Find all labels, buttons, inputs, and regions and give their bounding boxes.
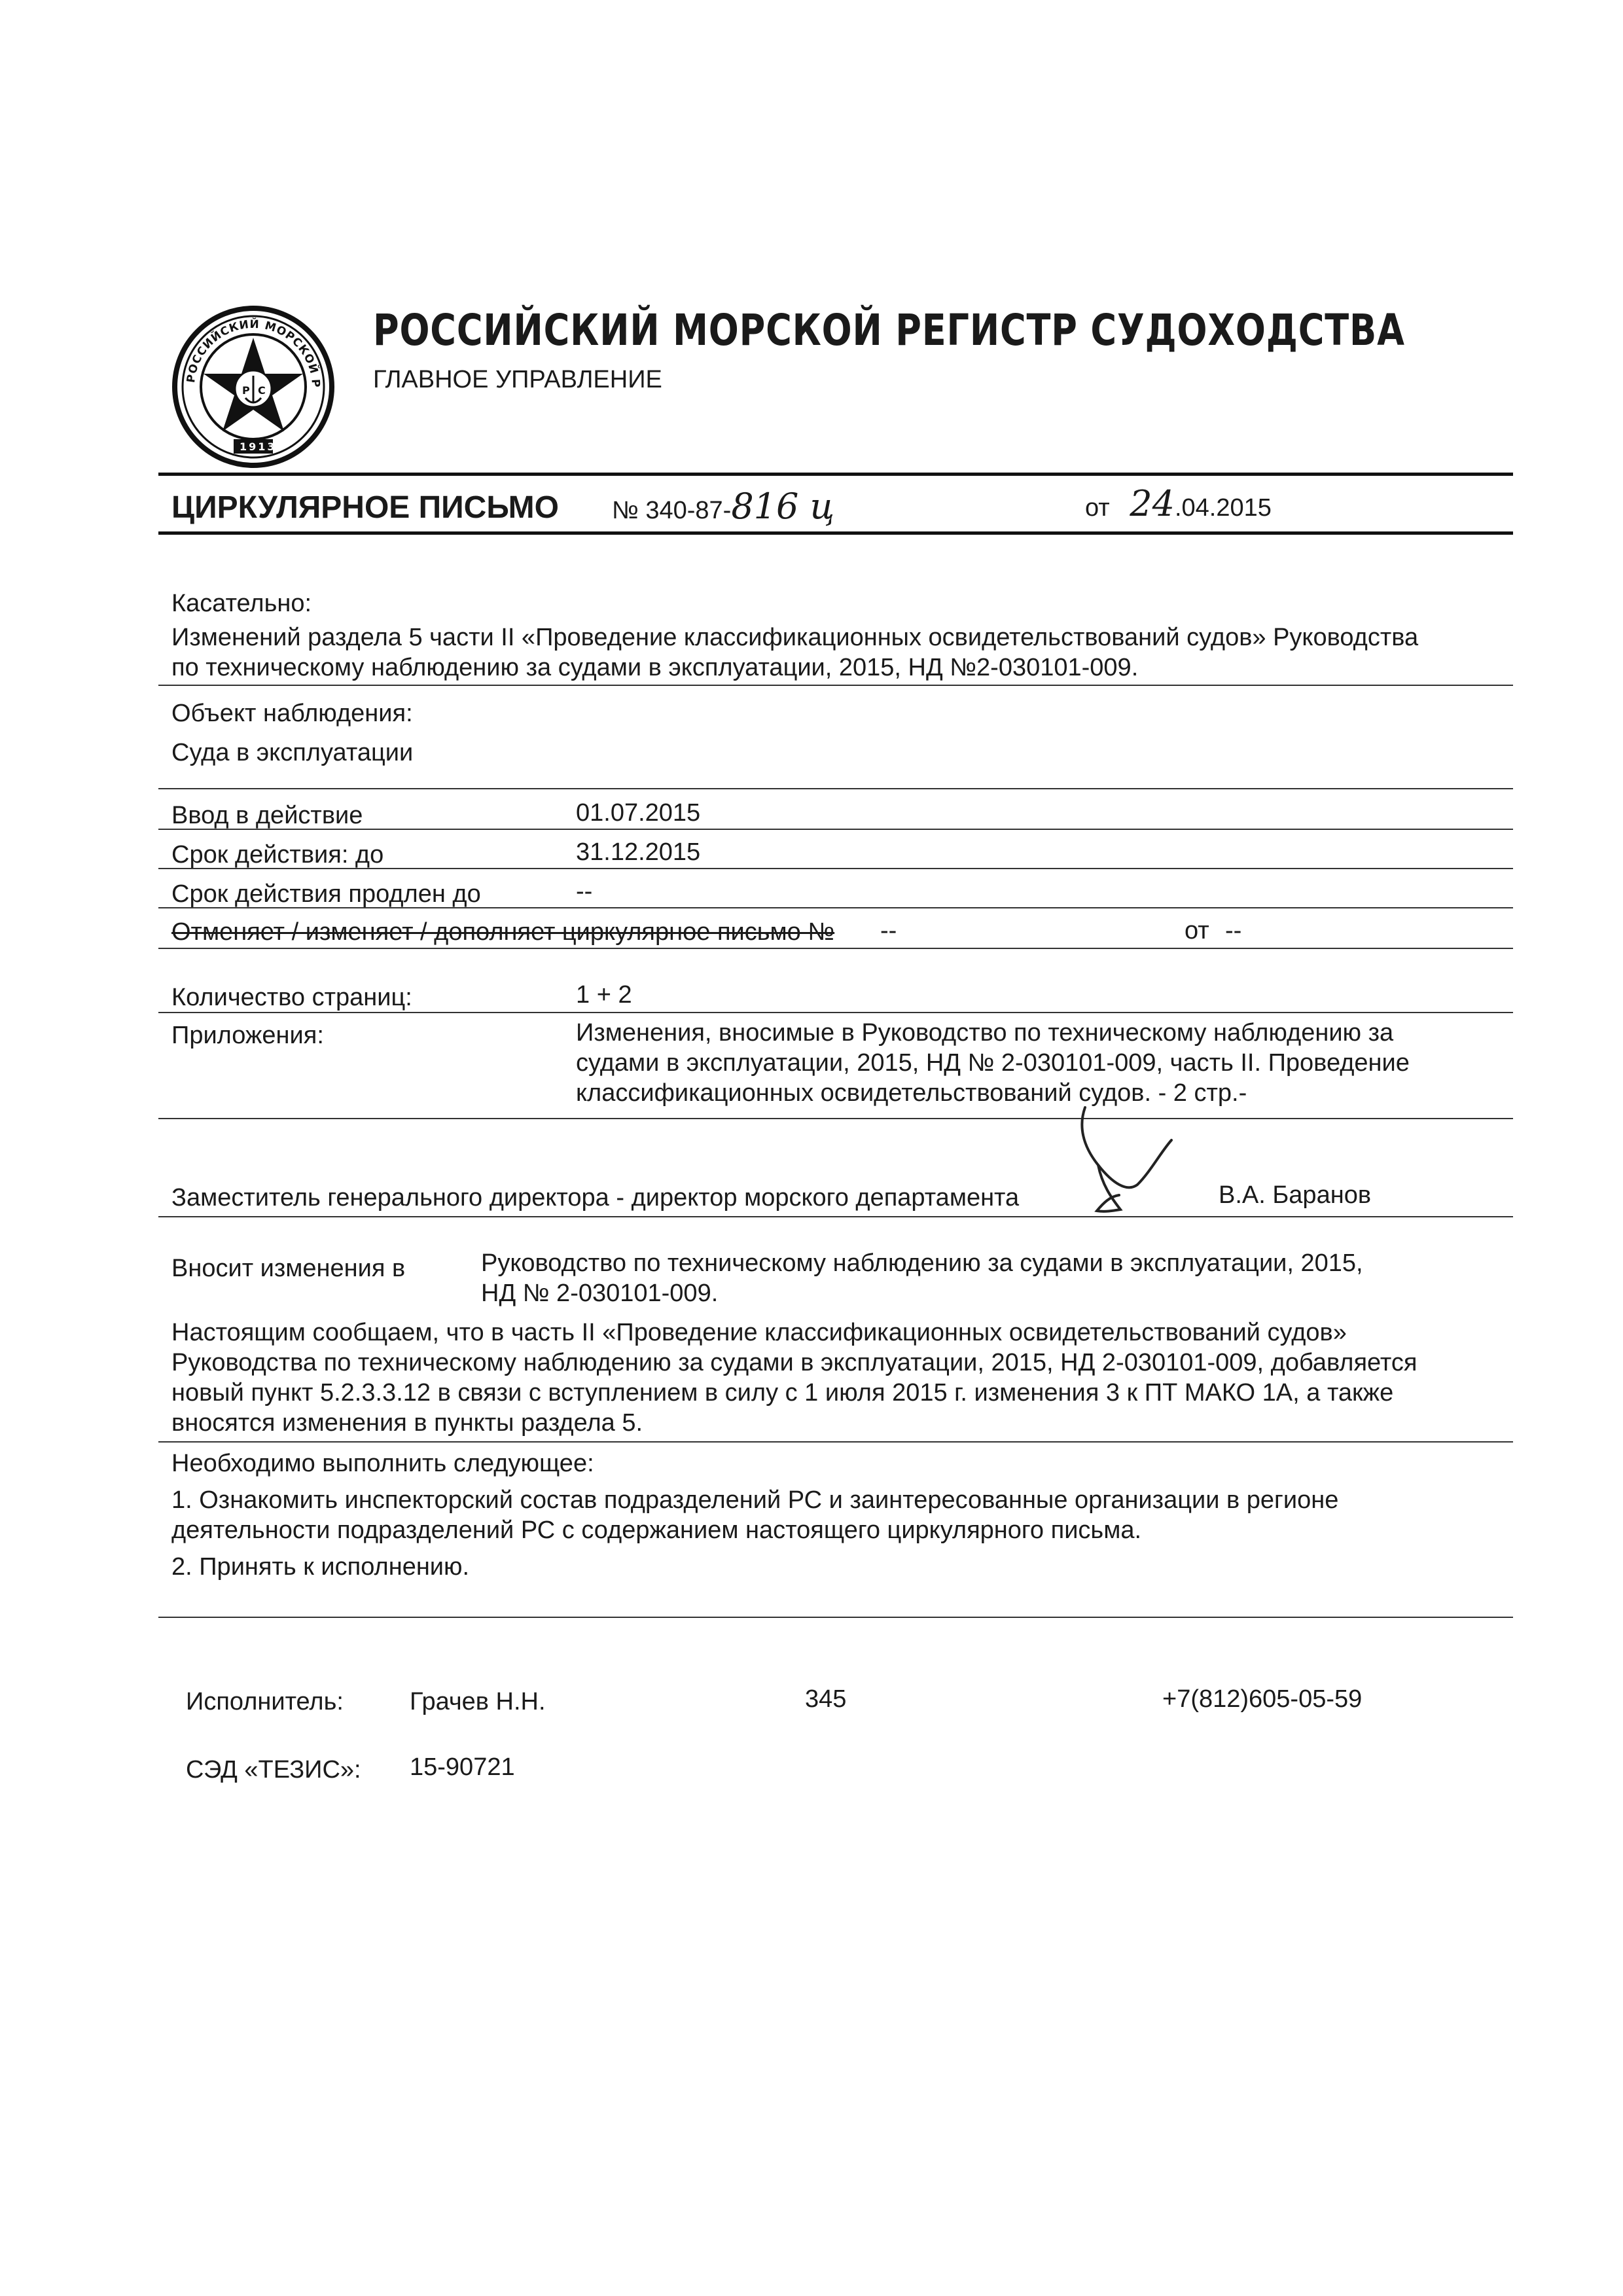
effective-label: Ввод в действие (171, 802, 363, 829)
amends-label: Вносит изменения в (171, 1255, 406, 1282)
title-rule-top (158, 473, 1513, 476)
effective-value: 01.07.2015 (576, 799, 701, 827)
letter-date (1085, 483, 1272, 524)
date-rest: .04.2015 (1174, 494, 1272, 522)
department-name: ГЛАВНОЕ УПРАВЛЕНИЕ (373, 366, 662, 393)
register-seal-logo (171, 305, 335, 469)
cancels-label: Отменяет / изменяет / дополняет циркулярное письмо № (171, 918, 835, 946)
executor-phone: +7(812)605-05-59 (1162, 1685, 1363, 1713)
pages-label: Количество страниц: (171, 984, 412, 1011)
object-label: Объект наблюдения: (171, 700, 413, 727)
svg-text:С: С (258, 384, 266, 397)
attachments-line-2: судами в эксплуатации, 2015, НД № 2-030101-009, часть II. Проведение (576, 1049, 1410, 1077)
cancels-value: -- (880, 917, 897, 944)
rule-cancels (158, 948, 1513, 949)
date-handwritten-day: 24 (1130, 483, 1175, 524)
attachments-label: Приложения: (171, 1022, 324, 1049)
body-line-2: Руководства по техническому наблюдению за судами в эксплуатации, 2015, НД 2-030101-009, добавляется (171, 1349, 1418, 1376)
rule-actions (158, 1617, 1513, 1618)
date-label: от (1085, 494, 1110, 522)
action-1-line-2: деятельности подразделений РС с содержанием настоящего циркулярного письма. (171, 1516, 1142, 1544)
rule-pages (158, 1012, 1513, 1013)
svg-text:Р: Р (242, 384, 250, 397)
title-rule-bottom (158, 531, 1513, 535)
executor-name: Грачев Н.Н. (410, 1688, 546, 1715)
executor-extension: 345 (805, 1685, 847, 1713)
handwritten-signature (1073, 1100, 1178, 1224)
svg-text:1913: 1913 (240, 440, 277, 453)
extended-value: -- (576, 878, 593, 905)
attachments-line-3: классификационных освидетельствований судов. - 2 стр.- (576, 1079, 1247, 1107)
extended-label: Срок действия продлен до (171, 880, 481, 908)
attachments-line-1: Изменения, вносимые в Руководство по техническому наблюдению за (576, 1019, 1394, 1047)
sed-label: СЭД «ТЕЗИС»: (186, 1756, 361, 1784)
cancels-from-label: от (1185, 917, 1209, 944)
letter-number-prefix: № 340-87- (612, 497, 732, 524)
body-line-4: вносятся изменения в пункты раздела 5. (171, 1409, 643, 1437)
letter-number-handwritten: 816 ц (731, 486, 835, 527)
body-line-1: Настоящим сообщаем, что в часть II «Проведение классификационных освидетельствований судов» (171, 1319, 1347, 1346)
validity-label: Срок действия: до (171, 841, 384, 869)
signatory-name: В.А. Баранов (1219, 1181, 1372, 1209)
rule-object (158, 788, 1513, 789)
letter-number (612, 486, 835, 527)
signatory-position: Заместитель генерального директора - директор морского департамента (171, 1184, 1020, 1211)
validity-value: 31.12.2015 (576, 838, 701, 866)
rule-extended (158, 907, 1513, 908)
rule-signature (158, 1216, 1513, 1217)
pages-value: 1 + 2 (576, 981, 632, 1009)
action-1-line-1: 1. Ознакомить инспекторский состав подразделений РС и заинтересованные организации в регионе (171, 1486, 1339, 1514)
amends-line-2: НД № 2-030101-009. (481, 1280, 719, 1307)
subject-line-1: Изменений раздела 5 части II «Проведение классификационных освидетельствований судов» Руководства (171, 624, 1419, 651)
amends-line-1: Руководство по техническому наблюдению за судами в эксплуатации, 2015, (481, 1249, 1363, 1277)
subject-line-2: по техническому наблюдению за судами в эксплуатации, 2015, НД №2-030101-009. (171, 654, 1139, 681)
rule-subject (158, 685, 1513, 686)
action-2: 2. Принять к исполнению. (171, 1553, 470, 1581)
organization-name: РОССИЙСКИЙ МОРСКОЙ РЕГИСТР СУДОХОДСТВА (373, 305, 1405, 355)
sed-value: 15-90721 (410, 1753, 515, 1781)
rule-attachments (158, 1118, 1513, 1119)
executor-label: Исполнитель: (186, 1688, 344, 1715)
rule-validity (158, 868, 1513, 869)
body-line-3: новый пункт 5.2.3.3.12 в связи с вступлением в силу с 1 июля 2015 г. изменения 3 к ПТ МАКО 1А, а также (171, 1379, 1394, 1407)
rule-effective (158, 829, 1513, 830)
svg-text:РОССИЙСКИЙ МОРСКОЙ РЕГИСТР СУД: РОССИЙСКИЙ МОРСКОЙ Р (185, 317, 323, 389)
object-value: Суда в эксплуатации (171, 739, 414, 766)
subject-label: Касательно: (171, 590, 312, 617)
cancels-from-value: -- (1225, 917, 1242, 944)
document-type-title: ЦИРКУЛЯРНОЕ ПИСЬМО (171, 490, 559, 525)
actions-label: Необходимо выполнить следующее: (171, 1450, 594, 1477)
rule-body (158, 1441, 1513, 1443)
